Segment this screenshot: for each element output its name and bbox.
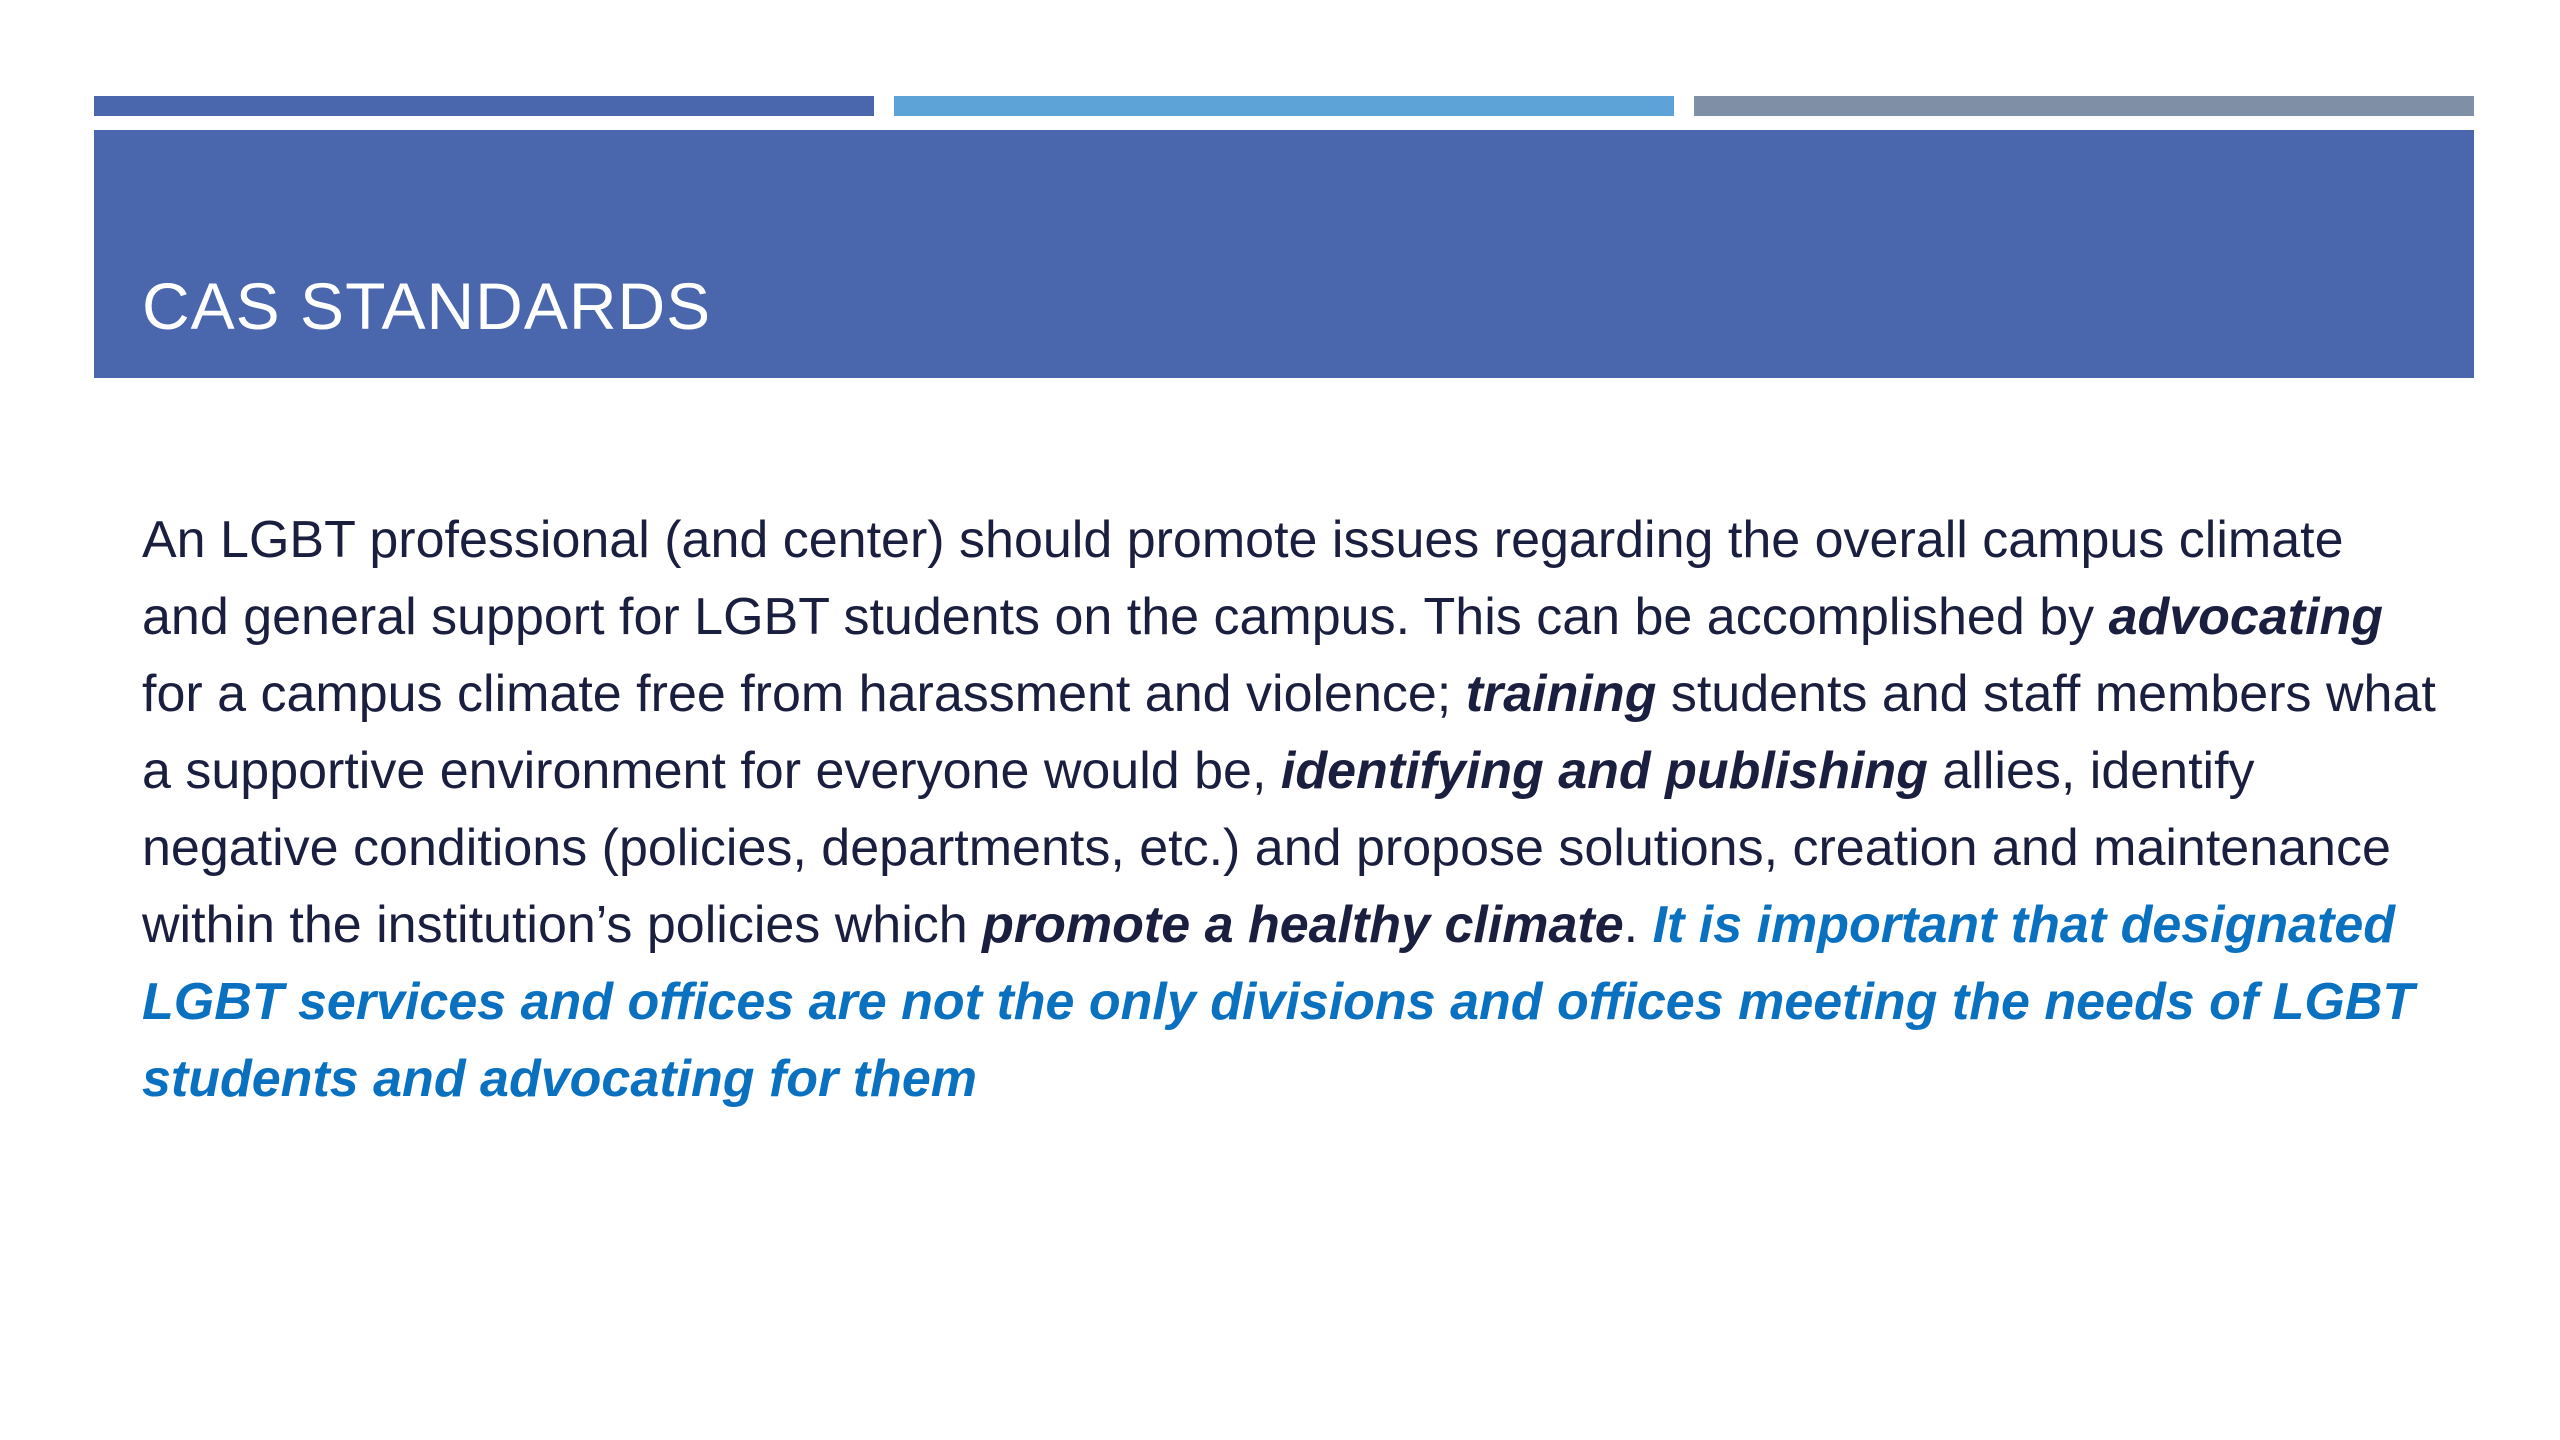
slide-title: CAS STANDARDS [142, 269, 712, 343]
body-segment: . [1623, 896, 1653, 954]
body-segment: An LGBT professional (and center) should promote issues regarding the overall campus climate and general support for LGBT students on the campus. This can be accomplished by [142, 511, 2344, 646]
title-band [94, 130, 2474, 378]
accent-bar-dark [94, 96, 874, 116]
emphasis-advocating: advocating [2108, 588, 2384, 646]
emphasis-training: training [1465, 665, 1657, 723]
highlighted-statement: It is important that designated LGBT services and offices are not the only divisions and offices meeting the needs of LGBT students and advocating for them [142, 896, 2415, 1108]
accent-bar-gray [1694, 96, 2474, 116]
emphasis-identifying-publishing: identifying and publishing [1280, 742, 1928, 800]
slide-body-text [142, 502, 2442, 1118]
emphasis-healthy-climate: promote a healthy climate [982, 896, 1624, 954]
accent-bar-light [894, 96, 1674, 116]
body-segment: allies, identify negative conditions (policies, departments, etc.) and propose solutions, creation and maintenance within the institution’s policies which [142, 742, 2391, 954]
body-segment: for a campus climate free from harassment and violence; [142, 665, 1466, 723]
body-segment: students and staff members what a supportive environment for everyone would be, [142, 665, 2436, 800]
